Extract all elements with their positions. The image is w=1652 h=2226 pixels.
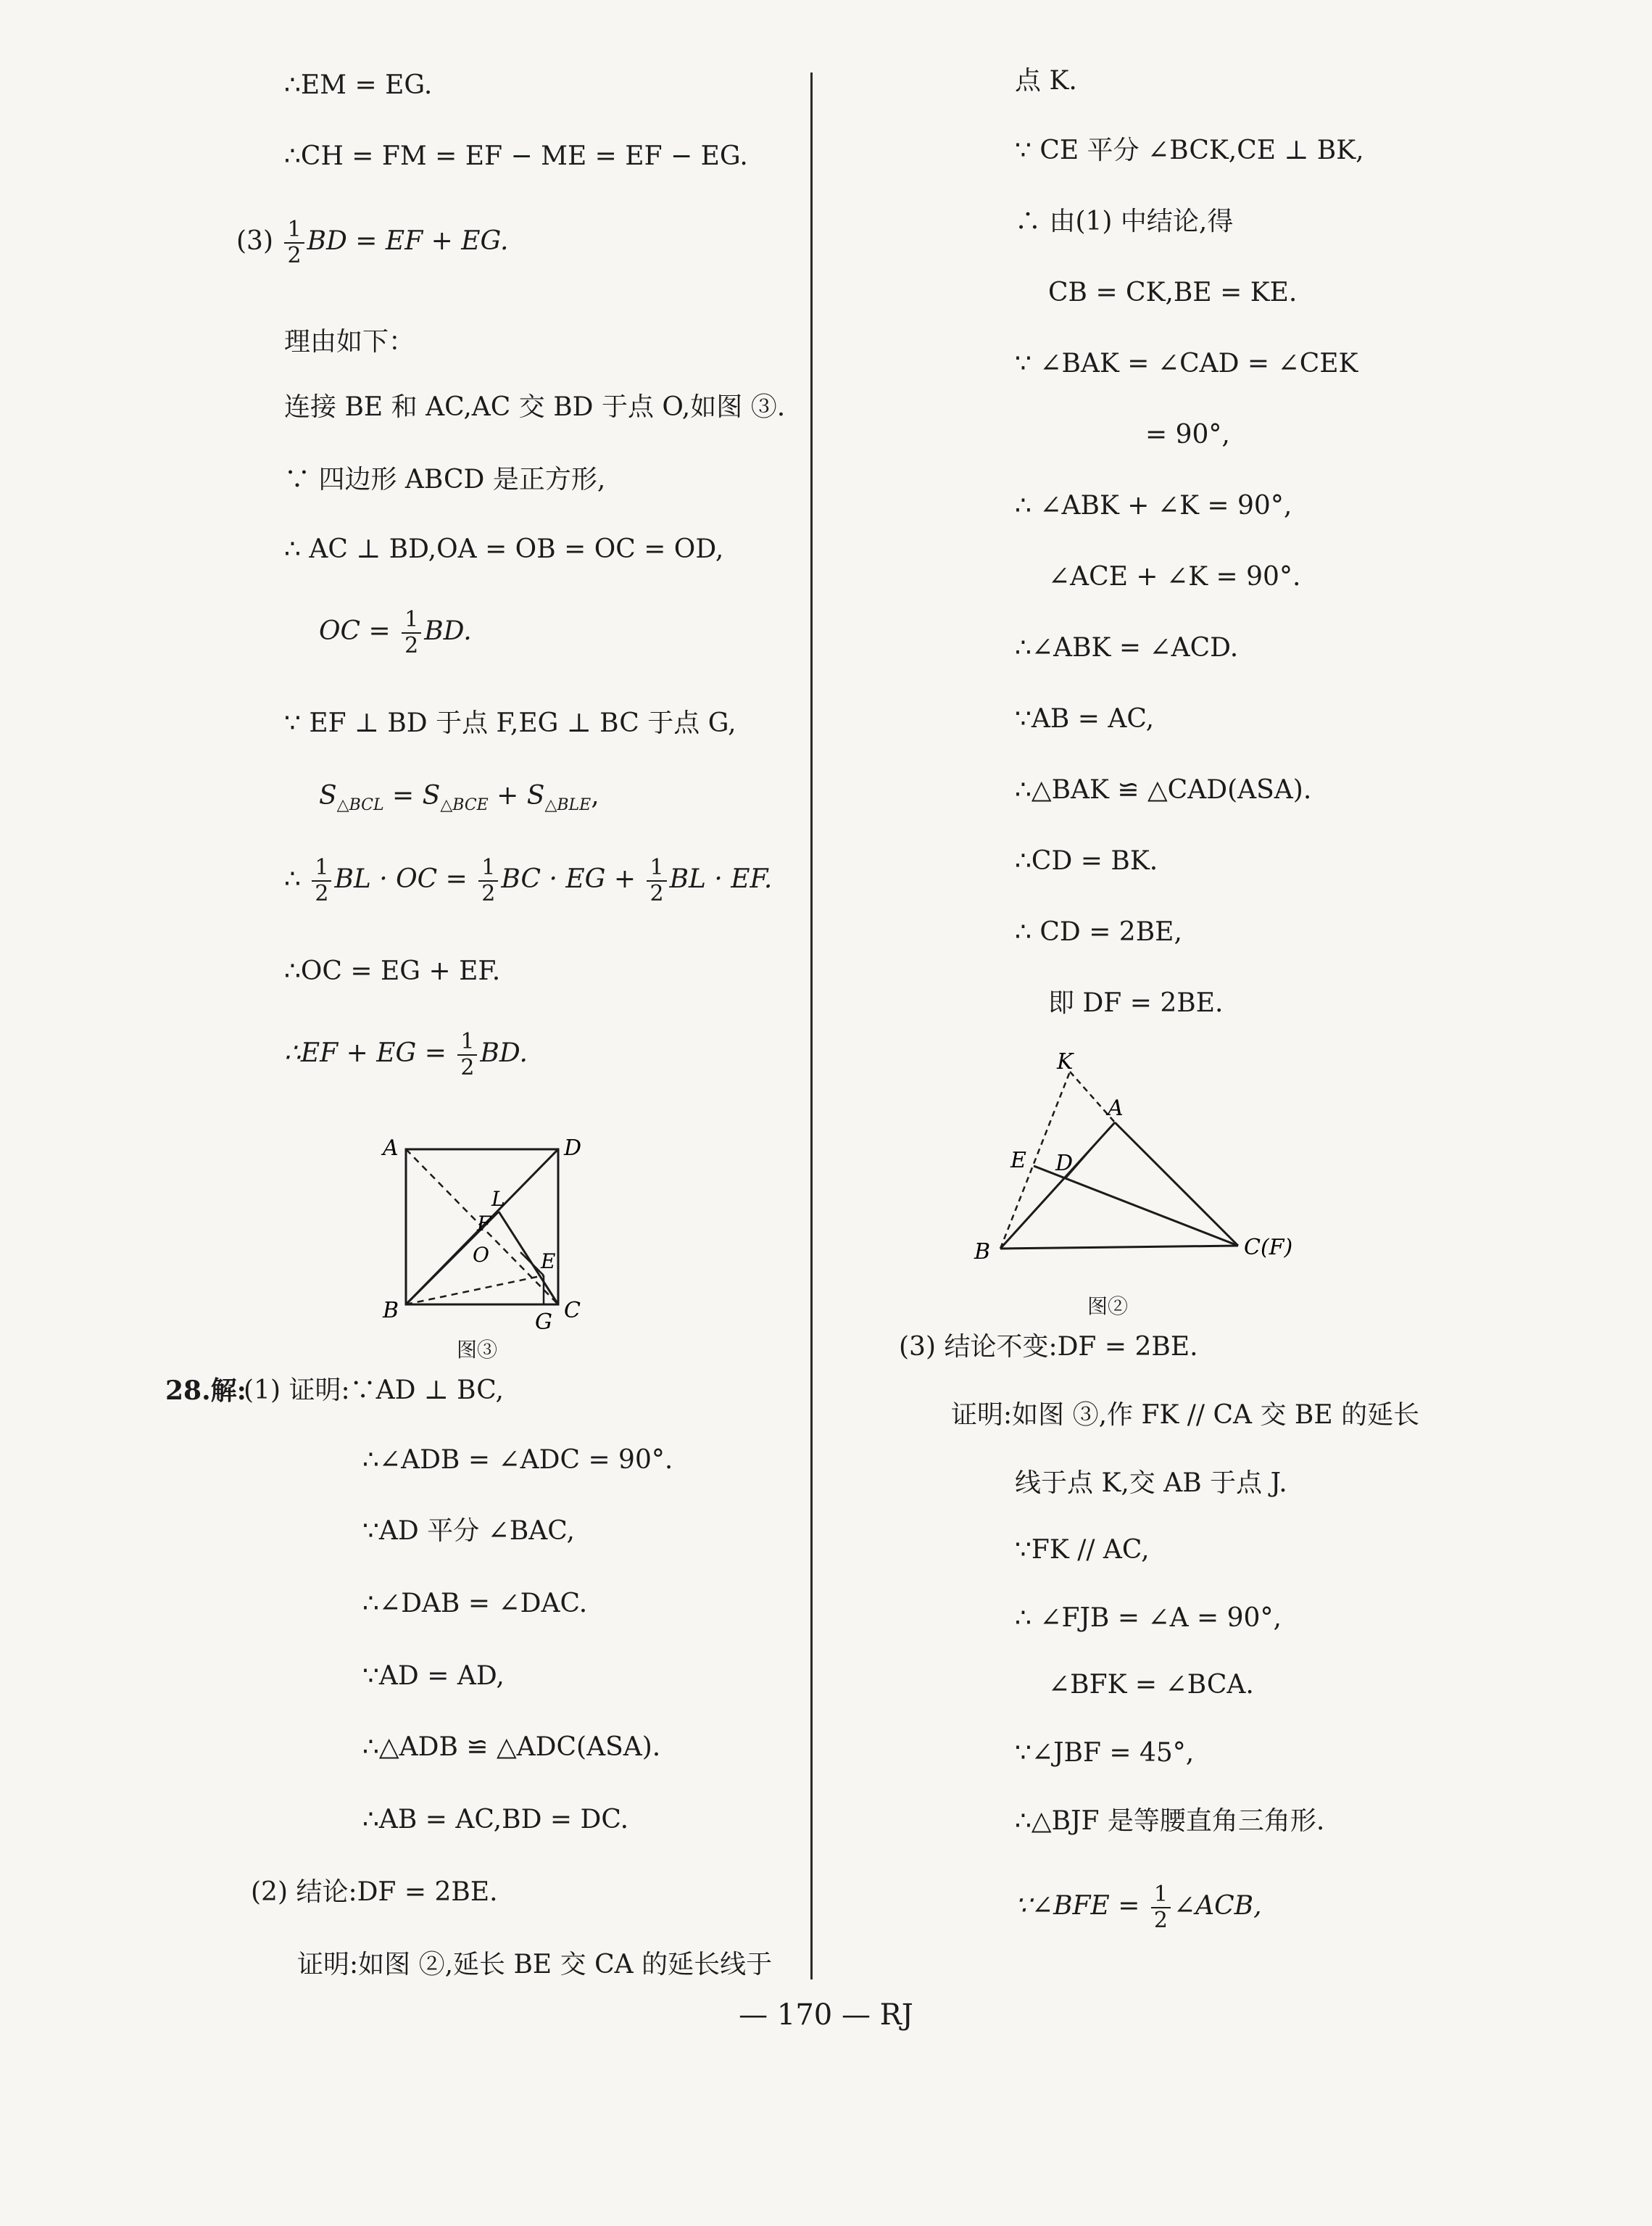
label-c-f: C(F)	[1244, 1235, 1293, 1260]
label-b: B	[383, 1298, 399, 1323]
line: (2) 结论:DF = 2BE.	[251, 1877, 498, 1907]
segment-ec	[1034, 1166, 1238, 1246]
segment-da	[1066, 1122, 1115, 1179]
line: 证明:如图 ③,作 FK // CA 交 BE 的延长	[951, 1400, 1420, 1430]
line: ∴CD = BK.	[1015, 846, 1158, 876]
label-b: B	[974, 1239, 991, 1265]
line: (1) 证明:∵AD ⊥ BC,	[244, 1375, 504, 1405]
line: ∴ 由(1) 中结论,得	[1015, 207, 1234, 236]
line: 线于点 K,交 AB 于点 J.	[1015, 1468, 1287, 1498]
line: ∴EM = EG.	[284, 70, 433, 100]
line: ∵ CE 平分 ∠BCK,CE ⊥ BK,	[1015, 136, 1364, 165]
figure-2-caption: 图②	[1087, 1294, 1129, 1318]
label-a: A	[1108, 1096, 1124, 1121]
line: 证明:如图 ②,延长 BE 交 CA 的延长线于	[297, 1950, 773, 1979]
line: ∴∠DAB = ∠DAC.	[362, 1589, 588, 1618]
line: 理由如下：	[284, 327, 415, 357]
label-e: E	[1010, 1148, 1026, 1173]
line: ∵ 四边形 ABCD 是正方形,	[284, 465, 606, 495]
line: ∴EF + EG = $\frac{1}{2}$ BD.	[284, 1029, 528, 1080]
line: = 90°,	[1145, 420, 1230, 450]
label-d: D	[1055, 1151, 1074, 1176]
line: $S_{\triangle BCL} = S_{\triangle BCE} + S_{\triangle BLE}$,	[319, 781, 599, 814]
label-l: L	[491, 1187, 505, 1211]
line: ∵AD 平分 ∠BAC,	[362, 1516, 575, 1546]
line: CB = CK,BE = KE.	[1048, 278, 1298, 307]
page-footer: — 170 — RJ	[739, 1998, 913, 2032]
figure-3-square-diagram	[370, 1128, 609, 1345]
line: ∠ACE + ∠K = 90°.	[1048, 562, 1301, 592]
line: ∴ AC ⊥ BD,OA = OB = OC = OD,	[284, 534, 724, 564]
line: ∵AB = AC,	[1015, 704, 1155, 734]
line: ∴△BJF 是等腰直角三角形.	[1015, 1806, 1325, 1836]
label-g: G	[535, 1309, 552, 1335]
label-k: K	[1057, 1051, 1074, 1075]
line: 连接 BE 和 AC,AC 交 BD 于点 O,如图 ③.	[284, 392, 786, 422]
line: ∵FK // AC,	[1015, 1535, 1150, 1565]
line: ∴OC = EG + EF.	[284, 956, 501, 986]
line: (3) 结论不变:DF = 2BE.	[899, 1332, 1198, 1362]
line: ∴∠ABK = ∠ACD.	[1015, 633, 1239, 663]
line: ∵ EF ⊥ BD 于点 F,EG ⊥ BC 于点 G,	[284, 708, 736, 738]
label-c: C	[564, 1298, 581, 1323]
figure-2-triangle-diagram	[964, 1051, 1312, 1269]
line: ∵ ∠BAK = ∠CAD = ∠CEK	[1015, 349, 1358, 378]
label-o: O	[473, 1243, 489, 1267]
line: ∠BFK = ∠BCA.	[1048, 1670, 1254, 1700]
line: ∴ ∠FJB = ∠A = 90°,	[1015, 1603, 1282, 1633]
line: ∴ ∠ABK + ∠K = 90°,	[1015, 491, 1292, 521]
label-a: A	[383, 1135, 399, 1161]
line: ∴∠ADB = ∠ADC = 90°.	[362, 1445, 673, 1475]
label-d: D	[564, 1135, 582, 1161]
line: 即 DF = 2BE.	[1048, 988, 1224, 1018]
line: ∵AD = AD,	[362, 1661, 505, 1691]
segment-be-dashed	[406, 1275, 544, 1304]
segment-ac	[1115, 1122, 1238, 1246]
segment-bc	[1000, 1246, 1238, 1249]
label-e: E	[541, 1249, 556, 1273]
figure-3-caption: 图③	[457, 1338, 498, 1362]
line: ∴ CD = 2BE,	[1015, 917, 1182, 947]
question-number: 28.解:	[165, 1375, 246, 1406]
line: ∴CH = FM = EF − ME = EF − EG.	[284, 141, 748, 171]
line: ∵∠JBF = 45°,	[1015, 1738, 1195, 1768]
line: ∴AB = AC,BD = DC.	[362, 1805, 629, 1834]
line: ∵∠BFE = $\frac{1}{2}$ ∠ACB,	[1015, 1882, 1262, 1933]
line: 点 K.	[1015, 66, 1077, 96]
line: ∴ $\frac{1}{2}$ BL · OC = $\frac{1}{2}$ BC · EG + $\frac{1}{2}$ BL · EF.	[284, 855, 773, 906]
line: ∴△BAK ≌ △CAD(ASA).	[1015, 775, 1312, 805]
line: OC = $\frac{1}{2}$ BD.	[319, 607, 472, 658]
segment-ba	[1000, 1122, 1115, 1249]
column-divider	[810, 73, 813, 1979]
line: ∴△ADB ≌ △ADC(ASA).	[362, 1732, 661, 1762]
line: (3) $\frac{1}{2}$ BD = EF + EG.	[236, 217, 509, 268]
label-f: F	[477, 1212, 491, 1236]
